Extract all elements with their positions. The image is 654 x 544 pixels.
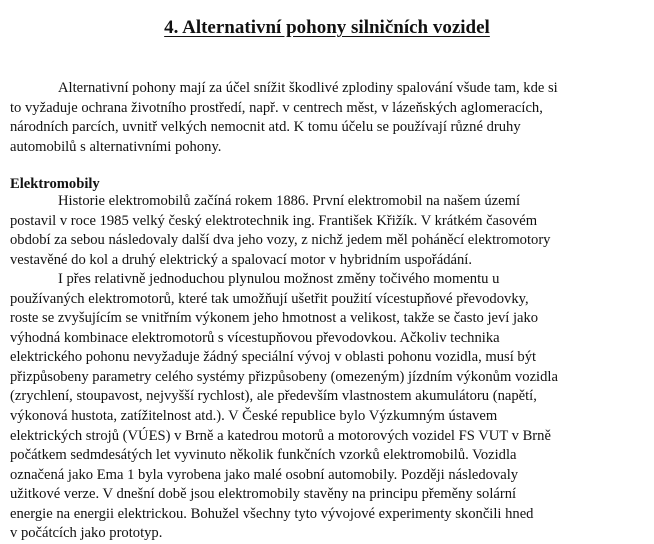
paragraph1-line: postavil v roce 1985 velký český elektrotechnik ing. František Křižík. V krátkém časovém <box>10 212 538 229</box>
paragraph2-line: I přes relativně jednoduchou plynulou možnost změny točivého momentu u <box>58 271 500 288</box>
paragraph2-line: přizpůsobeny parametry celého systémy přizpůsobeny (omezeným) jízdním výkonům vozidla <box>10 368 558 385</box>
paragraph2-line: počátkem sedmdesátých let vyvinuto několik funkčních vzorků elektromobilů. Vozidla <box>10 447 517 464</box>
section-heading-elektromobily: Elektromobily <box>10 176 100 192</box>
paragraph2-line: roste se zvyšujícím se vnitřním výkonem jeho hmotnost a velikost, takže se často jeví jako <box>10 310 539 327</box>
page-title: 4. Alternativní pohony silničních vozidel <box>164 17 490 38</box>
paragraph2-line: v počátcích jako prototyp. <box>10 525 163 542</box>
intro-line: národních parcích, uvnitř velkých nemocnit atd. K tomu účelu se používají různé druhy <box>10 119 521 136</box>
intro-line: automobilů s alternativními pohony. <box>10 139 222 156</box>
paragraph2-line: výhodná kombinace elektromotorů s vícestupňovou převodovkou. Ačkoliv technika <box>10 329 500 346</box>
paragraph1-line: vestavěné do kol a druhý elektrický a spalovací motor v hybridním uspořádání. <box>10 251 473 268</box>
intro-line: Alternativní pohony mají za účel snížit škodlivé zplodiny spalování všude tam, kde si <box>58 80 558 96</box>
paragraph2-line: energie na energii elektrickou. Bohužel všechny tyto vývojové experimenty skončili hned <box>10 505 534 522</box>
intro-paragraph <box>10 79 632 158</box>
paragraph2-line: elektrického pohonu nevyžaduje žádný speciální vývoj v oblasti pohonu vozidla, musí být <box>10 349 537 366</box>
paragraph2-line: označená jako Ema 1 byla vyrobena jako malé osobní automobily. Později následovaly <box>10 466 519 483</box>
section-body <box>10 192 632 544</box>
paragraph2-line: (zrychlení, stoupavost, nejvyšší rychlost), ale především vlastnostem akumulátoru (napětí, <box>10 388 537 405</box>
paragraph1-line: Historie elektromobilů začíná rokem 1886. První elektromobil na našem území <box>58 193 521 209</box>
paragraph1-line: období za sebou následovaly další dva jeho vozy, z nichž jedem měl poháněcí elektromotory <box>10 232 551 249</box>
paragraph2-line: používaných elektromotorů, které tak umožňují ušetřit použití vícestupňové převodovky, <box>10 290 529 307</box>
intro-line: to vyžaduje ochrana životního prostředí, např. v centrech měst, v lázeňských aglomeracích, <box>10 99 543 116</box>
paragraph2-line: užitkové verze. V dnešní době jsou elektromobily stavěny na principu přeměny solární <box>10 486 517 503</box>
paragraph2-line: elektrických strojů (VÚES) v Brně a katedrou motorů a motorových vozidel FS VUT v Brně <box>10 427 551 444</box>
paragraph2-line: výkonová hustota, zatížitelnost atd.). V České republice bylo Výzkumným ústavem <box>10 408 498 425</box>
